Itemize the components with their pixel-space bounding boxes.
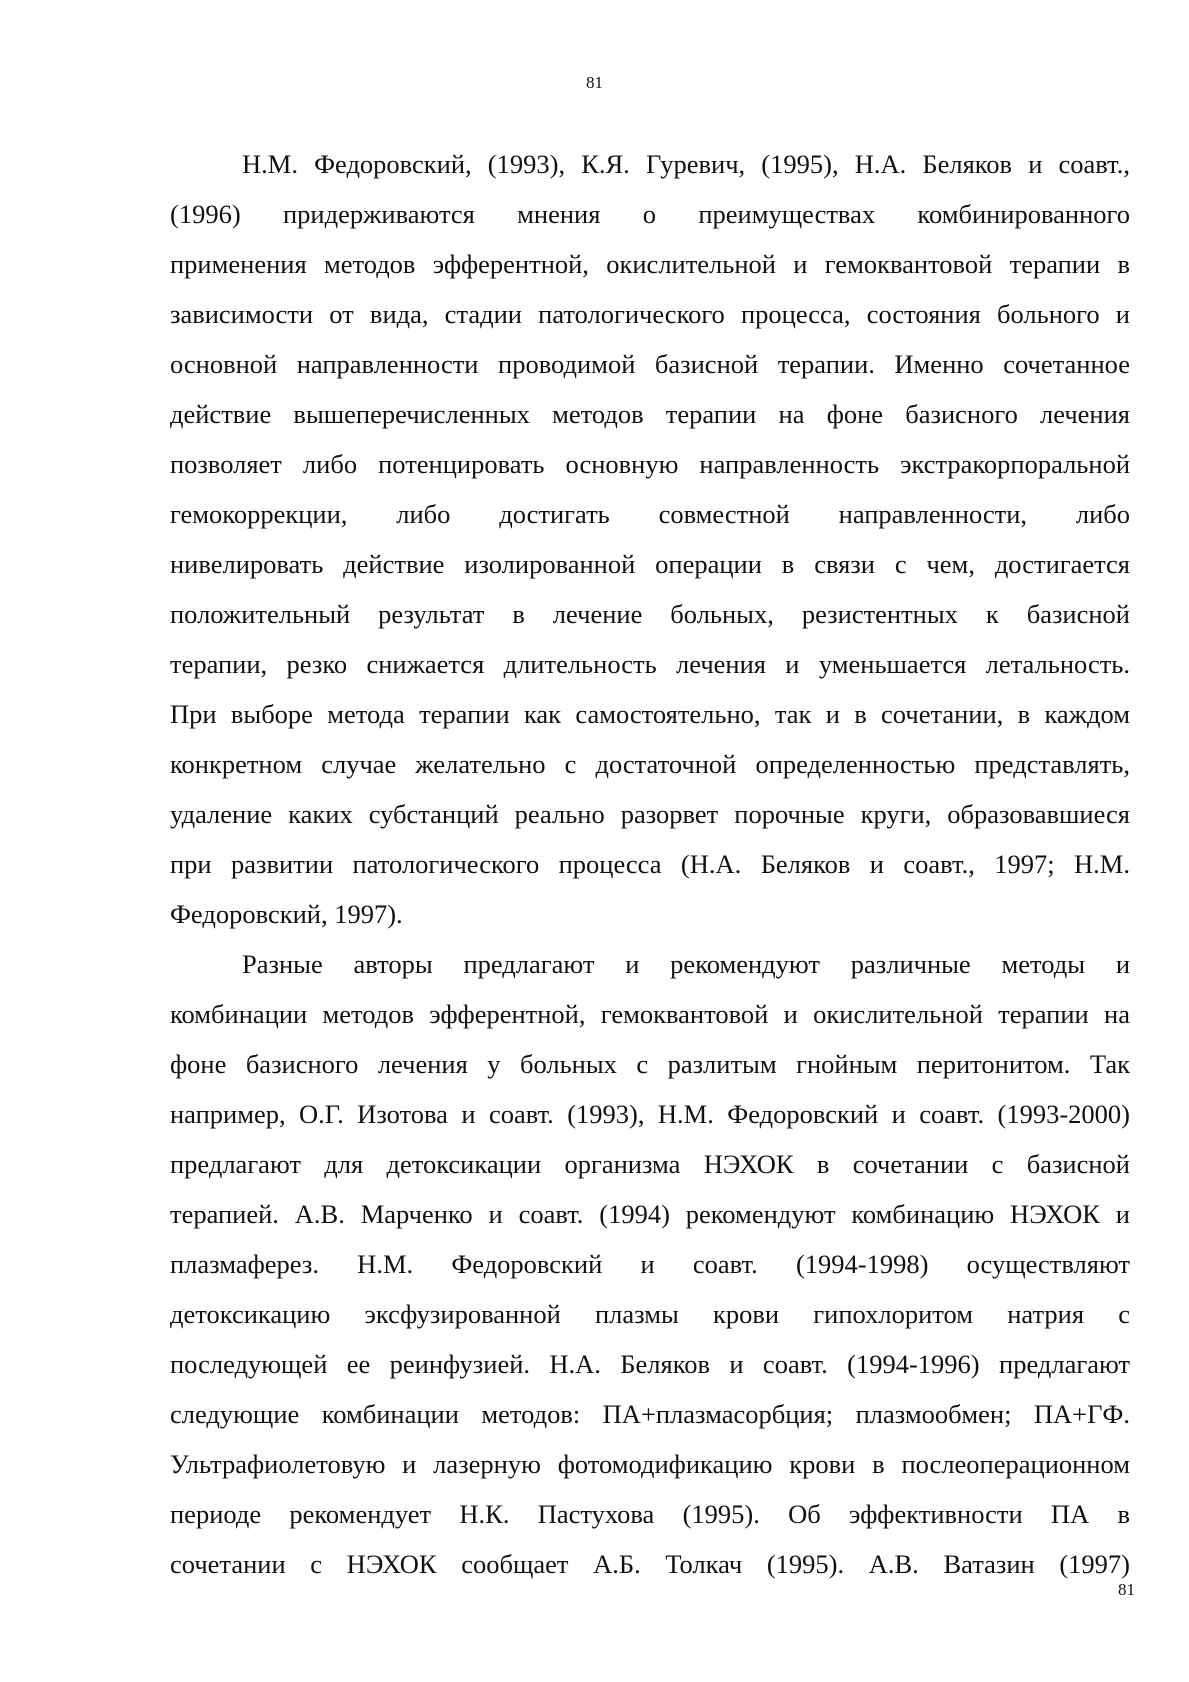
text-line: предлагают для детоксикации организма НЭХОК в сочетании с базисной (170, 1149, 1130, 1179)
text-line: Ультрафиолетовую и лазерную фотомодификацию крови в послеоперационном (170, 1449, 1130, 1479)
text-line: фоне базисного лечения у больных с разлитым гнойным перитонитом. Так (170, 1049, 1130, 1079)
body-text (170, 139, 1130, 1589)
text-line: конкретном случае желательно с достаточной определенностью представлять, (170, 749, 1130, 779)
text-line: Н.М. Федоровский, (1993), К.Я. Гуревич, (1995), Н.А. Беляков и соавт., (242, 149, 1130, 179)
text-line: При выборе метода терапии как самостоятельно, так и в сочетании, в каждом (170, 699, 1130, 729)
text-line: применения методов эфферентной, окислительной и гемоквантовой терапии в (170, 249, 1130, 279)
text-line: (1996) придерживаются мнения о преимуществах комбинированного (170, 199, 1130, 229)
text-line: следующие комбинации методов: ПА+плазмасорбция; плазмообмен; ПА+ГФ. (170, 1399, 1130, 1429)
page-number-bottom: 81 (1118, 1580, 1135, 1599)
text-line: положительный результат в лечение больных, резистентных к базисной (170, 599, 1130, 629)
text-line: комбинации методов эфферентной, гемоквантовой и окислительной терапии на (170, 999, 1130, 1029)
paragraph-1 (170, 139, 1130, 939)
text-line: гемокоррекции, либо достигать совместной направленности, либо (170, 499, 1130, 529)
text-line: последующей ее реинфузией. Н.А. Беляков и соавт. (1994-1996) предлагают (170, 1349, 1130, 1379)
text-line: например, О.Г. Изотова и соавт. (1993), Н.М. Федоровский и соавт. (1993-2000) (170, 1099, 1130, 1129)
text-line: позволяет либо потенцировать основную направленность экстракорпоральной (170, 449, 1130, 479)
text-line: удаление каких субстанций реально разорвет порочные круги, образовавшиеся (170, 799, 1130, 829)
text-line: основной направленности проводимой базисной терапии. Именно сочетанное (170, 349, 1130, 379)
text-line: периоде рекомендует Н.К. Пастухова (1995). Об эффективности ПА в (170, 1499, 1130, 1529)
text-line: Федоровский, 1997). (170, 899, 403, 929)
text-line: плазмаферез. Н.М. Федоровский и соавт. (1994-1998) осуществляют (170, 1249, 1130, 1279)
text-line: нивелировать действие изолированной операции в связи с чем, достигается (170, 549, 1130, 579)
text-line: детоксикацию эксфузированной плазмы крови гипохлоритом натрия с (170, 1299, 1130, 1329)
text-line: терапии, резко снижается длительность лечения и уменьшается летальность. (170, 649, 1130, 679)
page-number-top: 81 (586, 73, 603, 92)
text-line: зависимости от вида, стадии патологического процесса, состояния больного и (170, 299, 1130, 329)
text-line: Разные авторы предлагают и рекомендуют различные методы и (242, 949, 1130, 979)
text-line: при развитии патологического процесса (Н.А. Беляков и соавт., 1997; Н.М. (170, 849, 1130, 879)
paragraph-2 (170, 939, 1130, 1589)
text-line: действие вышеперечисленных методов терапии на фоне базисного лечения (170, 399, 1130, 429)
text-line: терапией. А.В. Марченко и соавт. (1994) рекомендуют комбинацию НЭХОК и (170, 1199, 1130, 1229)
text-line: сочетании с НЭХОК сообщает А.Б. Толкач (1995). А.В. Ватазин (1997) (170, 1549, 1130, 1579)
